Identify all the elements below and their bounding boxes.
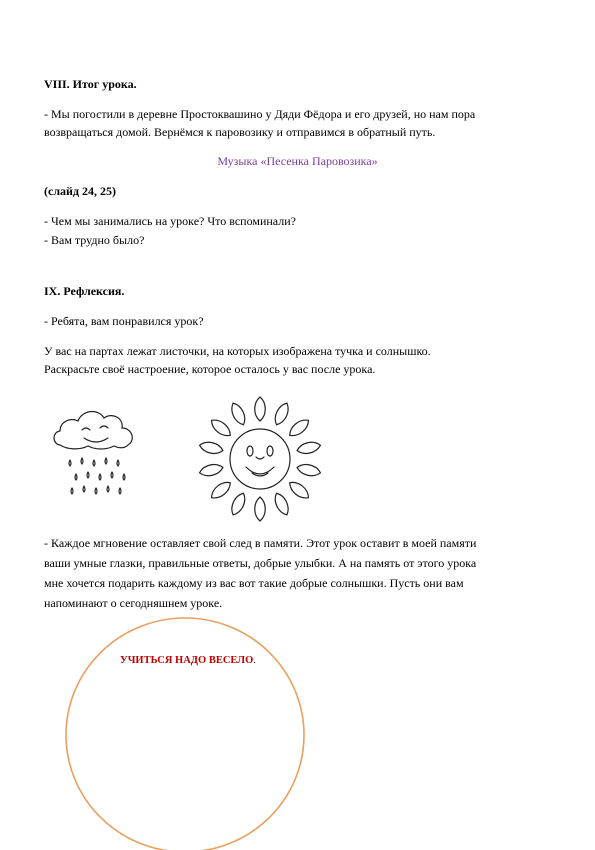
closing-line: - Каждое мгновение оставляет свой след в памяти. Этот урок оставит в моей памяти: [44, 536, 477, 550]
closing-line: напоминают о сегодняшнем уроке.: [44, 596, 223, 610]
sun-ray: [296, 440, 322, 456]
motto-text: [120, 653, 256, 669]
motto-label: УЧИТЬСЯ НАДО ВЕСЕЛО: [120, 655, 254, 666]
question-line: - Вам трудно было?: [44, 233, 145, 247]
paragraph-line: возвращаться домой. Вернёмся к паровозику и отправимся в обратный путь.: [44, 125, 436, 139]
sun-ray: [296, 462, 322, 478]
sun-ray: [228, 491, 248, 517]
section-9-heading: IX. Рефлексия.: [44, 284, 125, 298]
slide-reference: (слайд 24, 25): [44, 184, 117, 198]
sun-ray: [228, 401, 248, 427]
paragraph-line: Раскрасьте своё настроение, которое осталось у вас после урока.: [44, 362, 376, 376]
closing-line: ваши умные глазки, правильные ответы, добрые улыбки. А на память от этого урока: [44, 556, 477, 570]
gift-circle: [60, 610, 310, 850]
sun-ray: [208, 416, 233, 439]
question-line: - Чем мы занимались на уроке? Что вспоминали?: [44, 214, 296, 228]
question-line: - Ребята, вам понравился урок?: [44, 314, 204, 328]
sun-ray: [208, 479, 233, 502]
sun-ray: [198, 462, 224, 478]
paragraph-line: У вас на партах лежат листочки, на которых изображена тучка и солнышко.: [44, 344, 431, 358]
rain-cloud-icon: [48, 400, 148, 510]
smiling-sun-icon: [190, 395, 330, 530]
sun-ray: [272, 401, 292, 427]
sun-ray: [286, 479, 311, 502]
sun-ray: [255, 397, 266, 421]
sun-ray: [272, 491, 292, 517]
section-8-heading: VIII. Итог урока.: [44, 77, 137, 91]
sun-ray: [255, 497, 266, 521]
motto-dot: .: [253, 655, 256, 666]
paragraph-line: - Мы погостили в деревне Простоквашино у Дяди Фёдора и его друзей, но нам пора: [44, 107, 476, 121]
music-caption: Музыка «Песенка Паровозика»: [217, 154, 378, 168]
sun-ray: [286, 416, 311, 439]
sun-ray: [198, 440, 224, 456]
closing-line: мне хочется подарить каждому из вас вот такие добрые солнышки. Пусть они вам: [44, 576, 464, 590]
